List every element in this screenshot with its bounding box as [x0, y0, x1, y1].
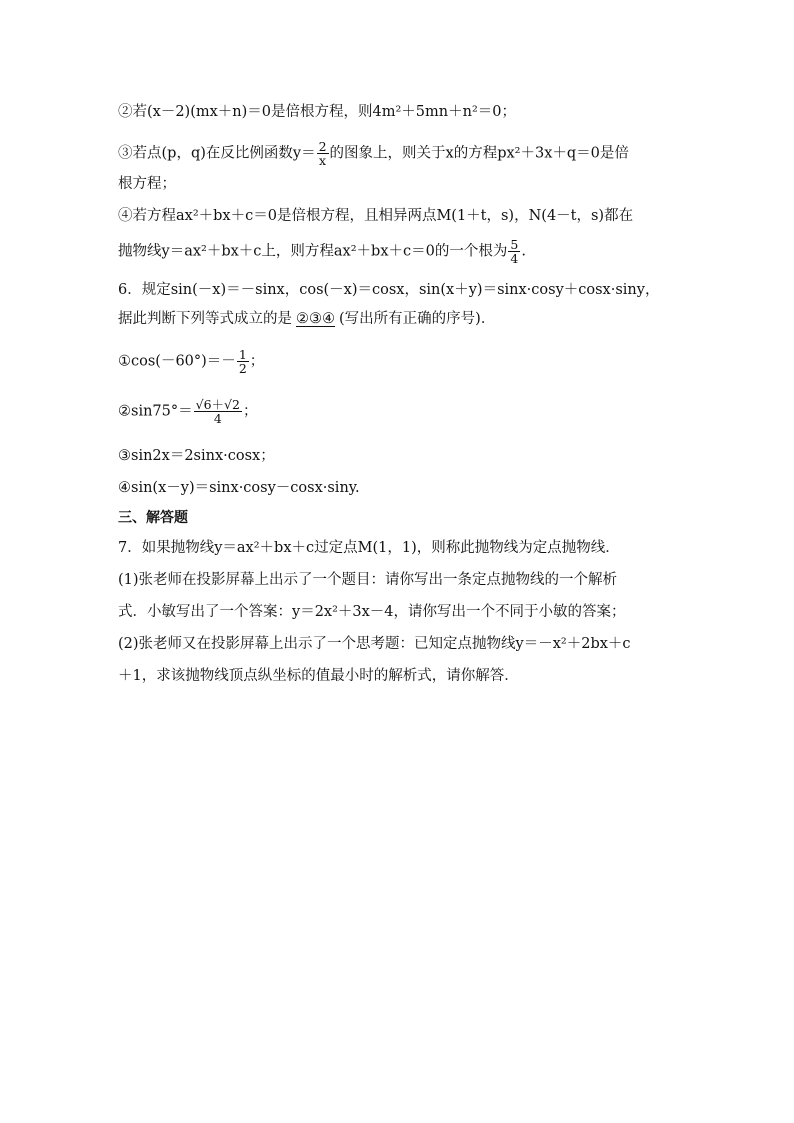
q6-option1-end: ； — [249, 353, 265, 370]
q7-line3: 式．小敏写出了一个答案：y＝2x²＋3x－4，请你写出一个不同于小敏的答案； — [118, 604, 626, 620]
q6-line1: 6．规定sin(－x)＝－sinx，cos(－x)＝cosx，sin(x＋y)＝sinx·cosy＋cosx·siny， — [118, 282, 660, 298]
q5-item3-fraction — [317, 140, 329, 167]
q5-item4-line1: ④若方程ax²＋bx＋c＝0是倍根方程，且相异两点M(1＋t，s)，N(4－t，s)都在 — [118, 208, 634, 224]
q5-item3-text-b: 的图象上，则关于x的方程px²＋3x＋q＝0是倍 — [329, 145, 629, 162]
q5-item2: ②若(x－2)(mx＋n)＝0是倍根方程，则4m²＋5mn＋n²＝0； — [118, 104, 516, 120]
q5-item3-line2: 根方程； — [118, 176, 176, 192]
q5-item4-end: . — [521, 243, 526, 260]
q6-option2-text: ②sin75°＝ — [118, 403, 193, 420]
fraction-numerator: 5 — [510, 237, 519, 252]
q7-line2: (1)张老师在投影屏幕上出示了一个题目：请你写出一条定点抛物线的一个解析 — [118, 572, 618, 588]
q5-item4-text: 抛物线y＝ax²＋bx＋c上，则方程ax²＋bx＋c＝0的一个根为 — [118, 243, 508, 260]
section-heading: 三、解答题 — [118, 510, 188, 526]
fraction-numerator: √6＋√2 — [195, 397, 240, 412]
fraction-denominator: x — [319, 153, 327, 168]
q5-item3-text-a: ③若点(p，q)在反比例函数y＝ — [118, 145, 316, 162]
q6-option1-text: ①cos(－60°)＝－ — [118, 353, 236, 370]
fraction-numerator: 1 — [238, 347, 247, 362]
fraction-denominator: 2 — [238, 361, 247, 376]
fraction-denominator: 4 — [510, 251, 519, 266]
q6-option2-end: ； — [242, 403, 258, 420]
q7-line5: ＋1，求该抛物线顶点纵坐标的值最小时的解析式，请你解答． — [118, 668, 519, 684]
fraction-denominator: 4 — [213, 411, 222, 426]
q5-item3-line1 — [118, 140, 629, 167]
fraction-numerator: 2 — [318, 139, 327, 154]
q6-option2 — [118, 398, 257, 425]
q6-prompt-end: (写出所有正确的序号)． — [339, 311, 496, 327]
q6-prompt: 据此判断下列等式成立的是 — [118, 311, 292, 327]
q6-answer-blank: ②③④ — [296, 311, 335, 327]
q5-item4-line2 — [118, 238, 526, 265]
q6-option1-fraction — [237, 348, 249, 375]
q6-option1 — [118, 348, 264, 375]
q5-item4-fraction — [508, 238, 520, 265]
q7-line1: 7．如果抛物线y＝ax²＋bx＋c过定点M(1，1)，则称此抛物线为定点抛物线． — [118, 540, 620, 556]
q6-option3: ③sin2x＝2sinx·cosx； — [118, 448, 275, 464]
q6-line2 — [118, 309, 495, 329]
q6-option2-fraction — [194, 398, 242, 425]
q7-line4: (2)张老师又在投影屏幕上出示了一个思考题：已知定点抛物线y＝－x²＋2bx＋c — [118, 636, 631, 652]
q6-option4: ④sin(x－y)＝sinx·cosy－cosx·siny. — [118, 480, 360, 496]
